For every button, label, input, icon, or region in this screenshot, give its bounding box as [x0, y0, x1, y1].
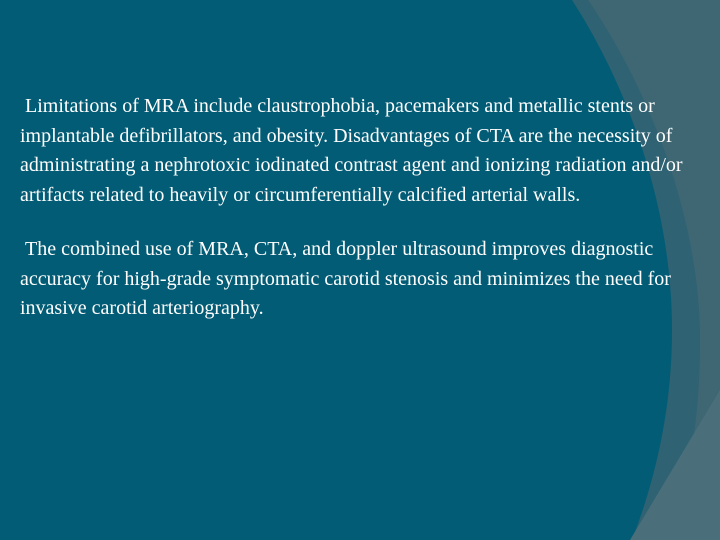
paragraph-limitations: Limitations of MRA include claustrophobia, pacemakers and metallic stents or implantable defibrillators, and obesity. Disadvantages of CTA are the necessity of administrating a nephrotoxic iodinated contrast agent and ionizing radiation and/or artifacts related to heavily or circumferentially calcified arterial walls. — [20, 95, 688, 206]
slide-content — [20, 92, 710, 349]
paragraph-combined-use: The combined use of MRA, CTA, and doppler ultrasound improves diagnostic accuracy for high-grade symptomatic carotid stenosis and minimizes the need for invasive carotid arteriography. — [20, 238, 676, 319]
